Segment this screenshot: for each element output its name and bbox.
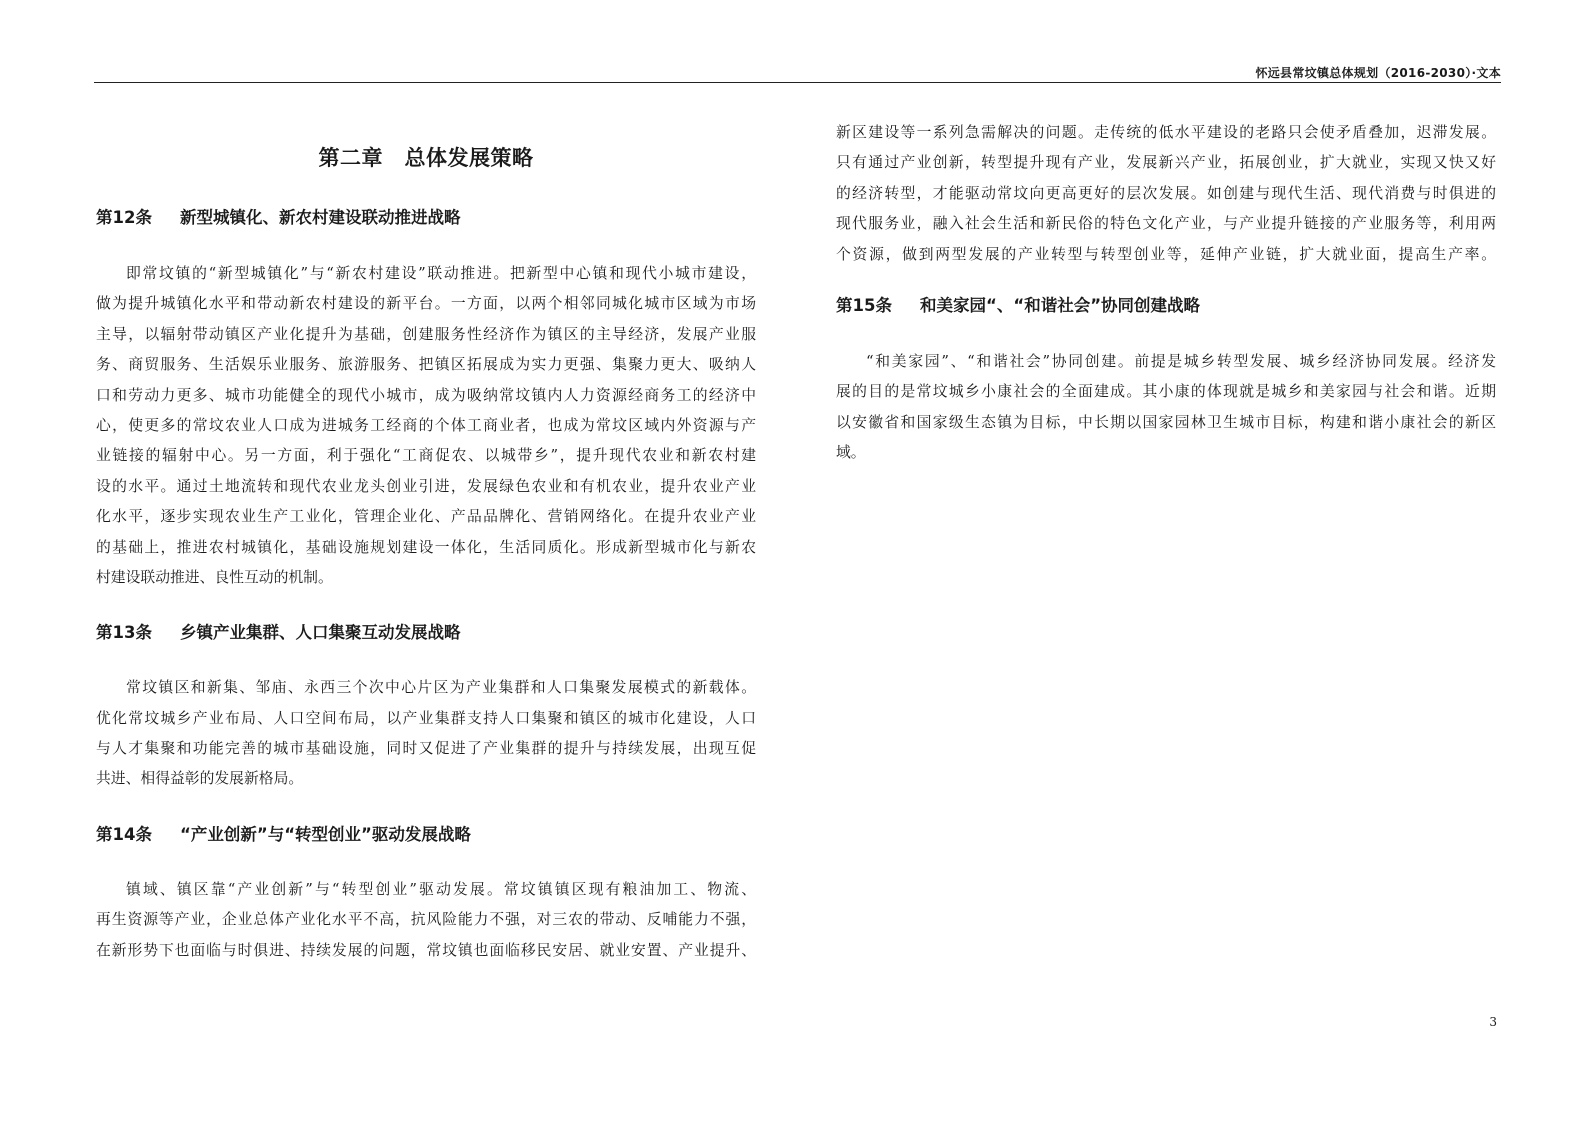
paragraph-line: 展的目的是常坟城乡小康社会的全面建成。其小康的体现就是城乡和美家园与社会和谐。近期 xyxy=(836,383,1496,401)
paragraph-line: 新区建设等一系列急需解决的问题。走传统的低水平建设的老路只会使矛盾叠加，迟滞发展。 xyxy=(836,124,1496,141)
article-12 xyxy=(96,204,756,593)
article-paragraph xyxy=(96,259,756,593)
article-heading xyxy=(96,619,756,647)
paragraph-line: 域。 xyxy=(836,444,866,462)
paragraph-line: “和美家园”、“和谐社会”协同创建。前提是城乡转型发展、城乡经济协同发展。经济发 xyxy=(866,352,1496,370)
article-title: 新型城镇化、新农村建设联动推进战略 xyxy=(180,208,461,227)
document-header-title: 怀远县常坟镇总体规划（2016-2030）·文本 xyxy=(1255,66,1501,80)
paragraph-line: 只有通过产业创新，转型提升现有产业，发展新兴产业，拓展创业，扩大就业，实现又快又好 xyxy=(836,154,1496,172)
paragraph-line: 的基础上，推进农村城镇化，基础设施规划建设一体化，生活同质化。形成新型城市化与新农 xyxy=(96,538,756,556)
article-heading xyxy=(836,292,1496,320)
chapter-title: 第二章 总体发展策略 xyxy=(318,146,534,170)
left-column xyxy=(96,105,756,966)
right-column xyxy=(836,118,1496,469)
header-divider xyxy=(94,82,1501,83)
paragraph-line: 现代服务业，融入社会生活和新民俗的特色文化产业，与产业提升链接的产业服务等，利用两 xyxy=(836,215,1496,233)
paragraph-line: 心，使更多的常坟农业人口成为进城务工经商的个体工商业者，也成为常坟区域内外资源与产 xyxy=(96,416,756,434)
article-heading xyxy=(96,821,756,849)
paragraph-line: 化水平，逐步实现农业生产工业化，管理企业化、产品品牌化、营销网络化。在提升农业产业 xyxy=(96,508,756,526)
paragraph-line: 常坟镇区和新集、邹庙、永西三个次中心片区为产业集群和人口集聚发展模式的新载体。 xyxy=(126,679,756,697)
article-15 xyxy=(836,292,1496,469)
article-number: 第15条 xyxy=(836,295,892,315)
paragraph-line: 设的水平。通过土地流转和现代农业龙头创业引进，发展绿色农业和有机农业，提升农业产业 xyxy=(96,477,756,495)
paragraph-line: 在新形势下也面临与时俱进、持续发展的问题，常坟镇也面临移民安居、就业安置、产业提升、 xyxy=(96,941,756,959)
continuation-paragraph xyxy=(836,118,1496,270)
paragraph-line: 镇域、镇区靠“产业创新”与“转型创业”驱动发展。常坟镇镇区现有粮油加工、物流、 xyxy=(126,880,756,898)
article-number: 第14条 xyxy=(96,824,152,844)
paragraph-line: 业链接的辐射中心。另一方面，利于强化“工商促农、以城带乡”，提升现代农业和新农村建 xyxy=(96,447,756,465)
paragraph-line: 个资源，做到两型发展的产业转型与转型创业等，延伸产业链，扩大就业面，提高生产率。 xyxy=(836,245,1496,263)
paragraph-line: 以安徽省和国家级生态镇为目标，中长期以国家园林卫生城市目标，构建和谐小康社会的新区 xyxy=(836,413,1496,431)
paragraph-line: 做为提升城镇化水平和带动新农村建设的新平台。一方面，以两个相邻同城化城市区域为市场 xyxy=(96,295,756,313)
article-title: 和美家园“、“和谐社会”协同创建战略 xyxy=(920,295,1201,315)
paragraph-line: 口和劳动力更多、城市功能健全的现代小城市，成为吸纳常坟镇内人力资源经商务工的经济中 xyxy=(96,386,756,404)
paragraph-line: 主导，以辐射带动镇区产业化提升为基础，创建服务性经济作为镇区的主导经济，发展产业服 xyxy=(96,325,756,343)
article-paragraph xyxy=(96,673,756,795)
article-13 xyxy=(96,619,756,795)
article-title: 乡镇产业集群、人口集聚互动发展战略 xyxy=(180,623,461,643)
page-number: 3 xyxy=(1489,1015,1497,1029)
paragraph-line: 优化常坟城乡产业布局、人口空间布局，以产业集群支持人口集聚和镇区的城市化建设，人口 xyxy=(96,709,756,727)
article-14 xyxy=(96,821,756,966)
article-number: 第12条 xyxy=(96,208,152,227)
article-paragraph xyxy=(836,347,1496,469)
paragraph-line: 与人才集聚和功能完善的城市基础设施，同时又促进了产业集群的提升与持续发展，出现互促 xyxy=(96,740,756,758)
paragraph-line: 共进、相得益彰的发展新格局。 xyxy=(96,770,304,788)
paragraph-line: 的经济转型，才能驱动常坟向更高更好的层次发展。如创建与现代生活、现代消费与时俱进的 xyxy=(836,184,1496,202)
article-paragraph xyxy=(96,875,756,966)
paragraph-line: 务、商贸服务、生活娱乐业服务、旅游服务、把镇区拓展成为实力更强、集聚力更大、吸纳人 xyxy=(96,356,756,374)
article-number: 第13条 xyxy=(96,623,152,643)
paragraph-line: 再生资源等产业，企业总体产业化水平不高，抗风险能力不强，对三农的带动、反哺能力不强， xyxy=(96,911,756,929)
article-heading xyxy=(96,204,756,232)
paragraph-line: 村建设联动推进、良性互动的机制。 xyxy=(96,568,333,586)
paragraph-line: 即常坟镇的“新型城镇化”与“新农村建设”联动推进。把新型中心镇和现代小城市建设， xyxy=(126,265,756,282)
article-title: “产业创新”与“转型创业”驱动发展战略 xyxy=(180,824,471,844)
